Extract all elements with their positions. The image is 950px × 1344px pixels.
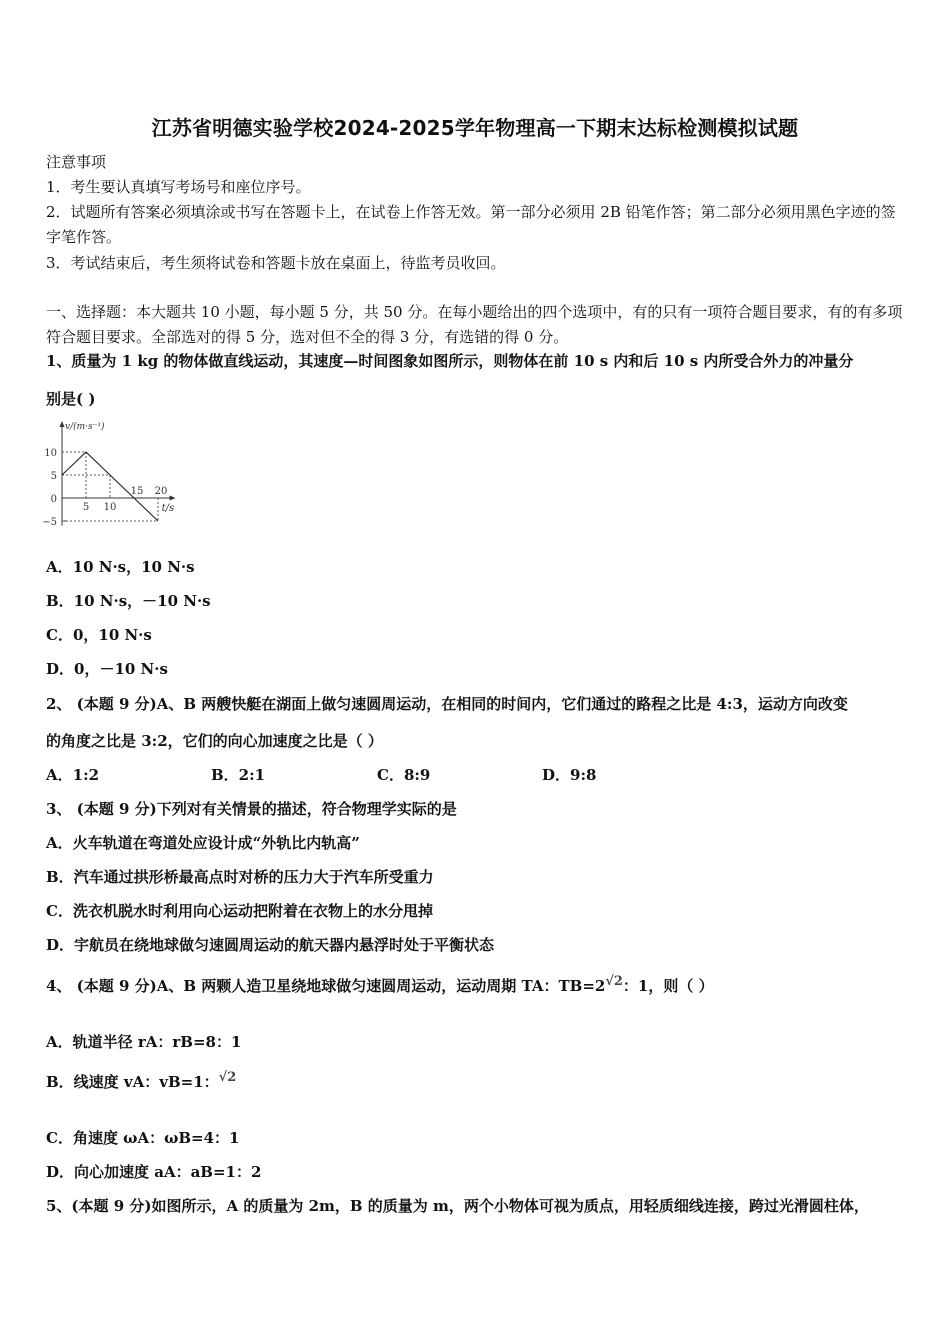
question-3-text: 3、 (本题 9 分)下列对有关情景的描述，符合物理学实际的是	[46, 800, 457, 818]
q2-option-b[interactable]: B．2:1	[211, 766, 266, 784]
question-5-text: 5、(本题 9 分)如图所示，A 的质量为 2m，B 的质量为 m，两个小物体可视为质点，用轻质细线连接，跨过光滑圆柱体，	[46, 1197, 869, 1215]
velocity-time-graph	[40, 418, 190, 528]
q4-option-d[interactable]: D．向心加速度 aA：aB=1：2	[46, 1163, 262, 1181]
y-axis-arrow	[60, 421, 65, 427]
q4-text-before: 4、 (本题 9 分)A、B 两颗人造卫星绕地球做匀速圆周运动，运动周期 TA：TB=2	[46, 977, 606, 995]
x-tick-label: 10	[103, 502, 117, 513]
y-tick-label: −5	[42, 517, 57, 528]
q1-option-d[interactable]: D．0，－10 N·s	[46, 660, 168, 678]
q4-text-after: ：1，则（ ）	[622, 977, 714, 995]
q4-option-c[interactable]: C．角速度 ωA：ωB=4：1	[46, 1129, 240, 1147]
q3-option-a[interactable]: A．火车轨道在弯道处应设计成“外轨比内轨高”	[46, 834, 360, 852]
q2-option-d[interactable]: D．9:8	[542, 766, 597, 784]
q3-option-b[interactable]: B．汽车通过拱形桥最高点时对桥的压力大于汽车所受重力	[46, 868, 434, 886]
q2-option-a[interactable]: A．1:2	[46, 766, 100, 784]
question-4-text	[46, 976, 714, 998]
section-heading: 一、选择题：本大题共 10 小题，每小题 5 分，共 50 分。在每小题给出的四个选项中，有的只有一项符合题目要求，有的有多项符合题目要求。全部选对的得 5 分，选对但不全的得 3 分，有选错的得 0 分。	[46, 303, 903, 346]
x-axis-arrow	[170, 496, 176, 501]
q1-option-c[interactable]: C．0，10 N·s	[46, 626, 152, 644]
x-tick-label: 15	[130, 486, 144, 497]
notice-item: 3．考试结束后，考生须将试卷和答题卡放在桌面上，待监考员收回。	[46, 254, 506, 272]
y-tick-label: 0	[50, 494, 57, 505]
q4-option-b[interactable]	[46, 1072, 236, 1094]
y-tick-label: 5	[50, 471, 57, 482]
y-tick-label: 10	[44, 448, 57, 459]
q1-option-b[interactable]: B．10 N·s，－10 N·s	[46, 592, 211, 610]
q3-option-c[interactable]: C．洗衣机脱水时利用向心运动把附着在衣物上的水分甩掉	[46, 902, 433, 920]
sqrt-symbol: √2	[605, 974, 623, 989]
question-2-text: 的角度之比是 3:2，它们的向心加速度之比是（ ）	[46, 732, 383, 750]
question-2-text: 2、 (本题 9 分)A、B 两艘快艇在湖面上做匀速圆周运动，在相同的时间内，它们通过的路程之比是 4:3，运动方向改变	[46, 695, 848, 713]
notice-item: 1．考生要认真填写考场号和座位序号。	[46, 178, 311, 196]
q4-option-a[interactable]: A．轨道半径 rA：rB=8：1	[46, 1033, 242, 1051]
notice-item: 2．试题所有答案必须填涂或书写在答题卡上，在试卷上作答无效。第一部分必须用 2B 铅笔作答；第二部分必须用黑色字迹的签字笔作答。	[46, 203, 896, 246]
x-tick-label: 20	[154, 486, 168, 497]
question-1-text: 别是( )	[46, 390, 96, 408]
question-1-text: 1、质量为 1 kg 的物体做直线运动，其速度—时间图象如图所示，则物体在前 10 s 内和后 10 s 内所受合外力的冲量分	[46, 352, 854, 370]
notice-heading: 注意事项	[46, 153, 107, 171]
q2-option-c[interactable]: C．8:9	[377, 766, 431, 784]
q4-option-b-text: B．线速度 vA：vB=1：	[46, 1073, 219, 1091]
x-tick-label: 5	[82, 502, 90, 513]
x-axis-label: t/s	[161, 503, 175, 514]
q1-option-a[interactable]: A．10 N·s，10 N·s	[46, 558, 195, 576]
q3-option-d[interactable]: D．宇航员在绕地球做匀速圆周运动的航天器内悬浮时处于平衡状态	[46, 936, 495, 954]
sqrt-symbol: √2	[218, 1070, 237, 1085]
y-axis-label: v/(m·s⁻¹)	[65, 422, 105, 432]
exam-title: 江苏省明德实验学校2024-2025学年物理高一下期末达标检测模拟试题	[151, 116, 799, 140]
